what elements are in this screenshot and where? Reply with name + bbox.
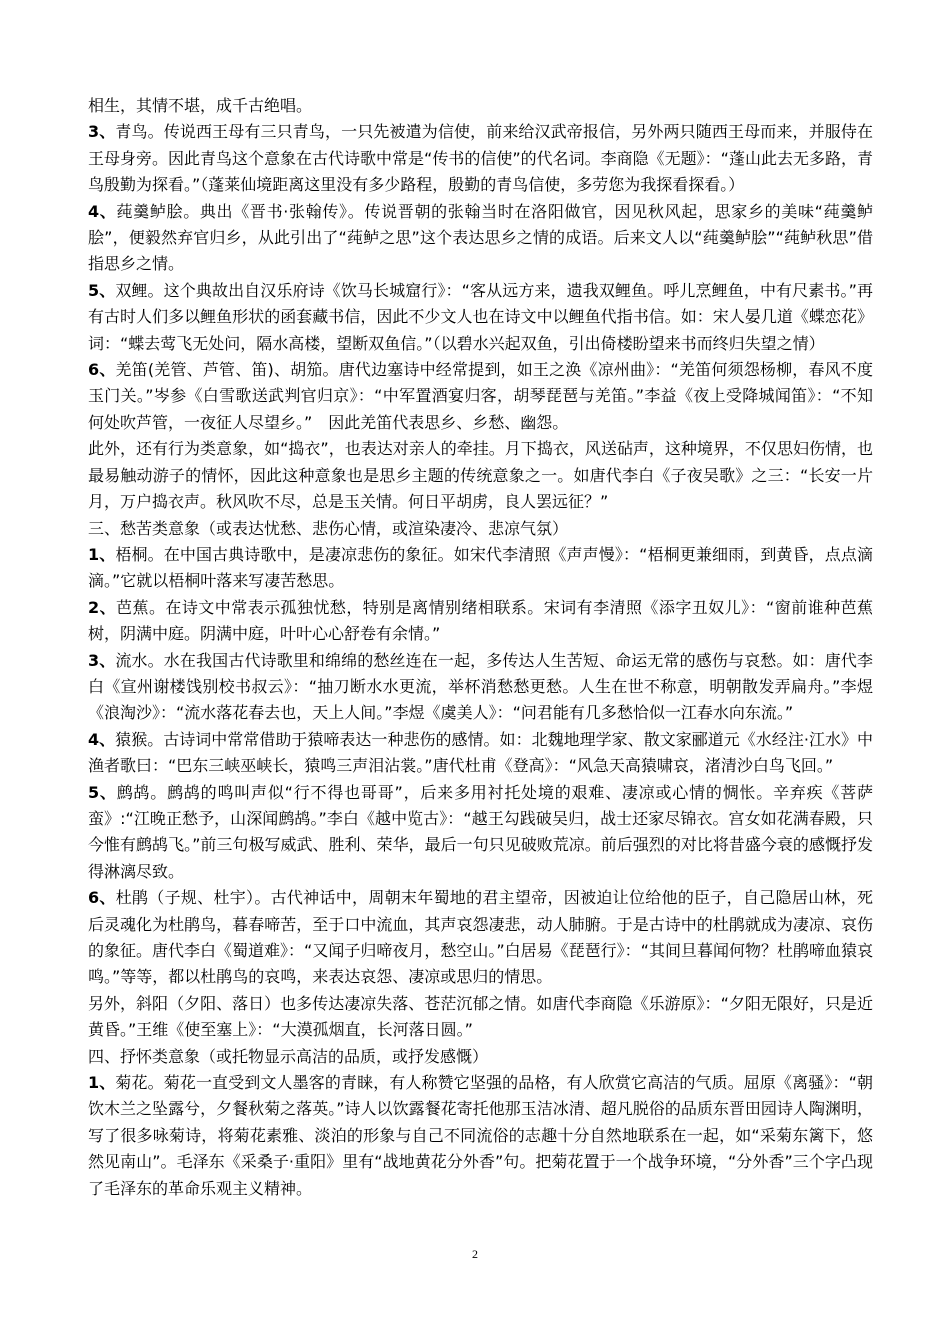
item-number: 3、 <box>88 650 116 670</box>
paragraph-text: 四、抒怀类意象（或托物显示高洁的品质，或抒发感慨） <box>88 1046 489 1066</box>
paragraph <box>88 278 873 357</box>
item-number: 2、 <box>88 597 117 617</box>
item-number: 1、 <box>88 544 116 564</box>
paragraph <box>88 727 873 780</box>
paragraph <box>88 119 873 198</box>
paragraph <box>88 780 873 886</box>
paragraph <box>88 595 873 648</box>
paragraph-text: 此外，还有行为类意象，如“捣衣”，也表达对亲人的牵挂。月下捣衣，风送砧声，这种境界，不仅思妇伤情，也最易触动游子的情怀，因此这种意象也是思乡主题的传统意象之一。如唐代李白《子夜吴歌》之三：“长安一片月，万户捣衣声。秋风吹不尽，总是玉关情。何日平胡虏，良人罢远征？” <box>88 439 873 512</box>
paragraph <box>88 542 873 595</box>
item-number: 4、 <box>88 729 116 749</box>
paragraph-text: 杜鹃（子规、杜宇）。古代神话中，周朝末年蜀地的君主望帝，因被迫让位给他的臣子，自己隐居山林，死后灵魂化为杜鹃鸟，暮春啼苦，至于口中流血，其声哀怨凄悲，动人肺腑。于是古诗中的杜鹃就成为凄凉、哀伤的象征。唐代李白《蜀道难》：“又闻子归啼夜月，愁空山。”白居易《琵琶行》：“其间旦暮闻何物？杜鹃啼血猿哀鸣。”等等，都以杜鹃鸟的哀鸣，来表达哀怨、凄凉或思归的情思。 <box>88 888 873 987</box>
item-number: 6、 <box>88 888 116 908</box>
paragraph-text: 芭蕉。在诗文中常表示孤独忧愁，特别是离情别绪相联系。宋词有李清照《添字丑奴儿》：“窗前谁种芭蕉树，阴满中庭。阴满中庭，叶叶心心舒卷有余情。” <box>88 597 874 644</box>
paragraph <box>88 436 873 515</box>
paragraph-text: 鹧鸪。鹧鸪的鸣叫声似“行不得也哥哥”，后来多用衬托处境的艰难、凄凉或心情的惆怅。辛弃疾《菩萨蛮》:“江晚正愁予，山深闻鹧鸪。”李白《越中览古》：“越王勾践破吴归，战士还家尽锦衣。宫女如花满春殿，只今惟有鹧鸪飞。”前三句极写威武、胜利、荣华，最后一句只见破败荒凉。前后强烈的对比将昔盛今衰的感慨抒发得淋漓尽致。 <box>88 782 873 881</box>
paragraph-text: 猿猴。古诗词中常常借助于猿啼表达一种悲伤的感情。如：北魏地理学家、散文家郦道元《水经注·江水》中渔者歌曰：“巴东三峡巫峡长，猿鸣三声泪沾裳。”唐代杜甫《登高》：“风急天高猿啸哀，渚清沙白鸟飞回。” <box>88 729 873 776</box>
item-number: 5、 <box>88 280 116 300</box>
page-number: 2 <box>472 1247 478 1261</box>
item-number: 4、 <box>88 201 117 221</box>
paragraph <box>88 357 873 436</box>
paragraph-text: 相生，其情不堪，成千古绝唱。 <box>88 96 313 115</box>
item-number: 3、 <box>88 122 116 142</box>
paragraph <box>88 991 873 1044</box>
paragraph <box>88 93 873 119</box>
paragraph-text: 另外，斜阳（夕阳、落日）也多传达凄凉失落、苍茫沉郁之情。如唐代李商隐《乐游原》：“夕阳无限好，只是近黄昏。”王维《使至塞上》：“大漠孤烟直，长河落日圆。” <box>88 993 873 1040</box>
paragraph <box>88 1070 873 1202</box>
item-number: 1、 <box>88 1073 116 1093</box>
item-number: 6、 <box>88 360 116 380</box>
paragraph-text: 三、愁苦类意象（或表达忧愁、悲伤心情，或渲染凄冷、悲凉气氛） <box>88 518 569 538</box>
paragraph-text: 羌笛(羌管、芦管、笛)、胡笳。唐代边塞诗中经常提到，如王之涣《凉州曲》：“羌笛何须怨杨柳，春风不度玉门关。”岑参《白雪歌送武判官归京》：“中军置酒宴归客，胡琴琵琶与羌笛。”李益《夜上受降城闻笛》：“不知何处吹芦管，一夜征人尽望乡。” 因此羌笛代表思乡、乡愁、幽怨。 <box>88 360 873 432</box>
paragraph-text: 青鸟。传说西王母有三只青鸟，一只先被遣为信使，前来给汉武帝报信，另外两只随西王母而来，并服侍在王母身旁。因此青鸟这个意象在古代诗歌中常是“传书的信使”的代名词。李商隐《无题》：“蓬山此去无多路，青鸟殷勤为探看。”（蓬莱仙境距离这里没有多少路程，殷勤的青鸟信使，多劳您为我探看探看。） <box>88 122 873 195</box>
paragraph <box>88 1044 873 1070</box>
paragraph <box>88 199 873 278</box>
paragraph-text: 梧桐。在中国古典诗歌中，是凄凉悲伤的象征。如宋代李清照《声声慢》：“梧桐更兼细雨，到黄昏，点点滴滴。”它就以梧桐叶落来写凄苦愁思。 <box>88 544 874 591</box>
paragraph-text: 莼羹鲈脍。典出《晋书·张翰传》。传说晋朝的张翰当时在洛阳做官，因见秋风起，思家乡的美味“莼羹鲈脍”，便毅然弃官归乡，从此引出了“莼鲈之思”这个表达思乡之情的成语。后来文人以“莼羹鲈脍”“莼鲈秋思”借指思乡之情。 <box>88 201 873 274</box>
document-body <box>88 93 873 1202</box>
paragraph <box>88 648 873 727</box>
paragraph <box>88 516 873 542</box>
item-number: 5、 <box>88 782 117 802</box>
paragraph-text: 流水。水在我国古代诗歌里和绵绵的愁丝连在一起，多传达人生苦短、命运无常的感伤与哀愁。如：唐代李白《宣州谢楼饯别校书叔云》：“抽刀断水水更流，举杯消愁愁更愁。人生在世不称意，明朝散发弄扁舟。”李煜《浪淘沙》：“流水落花春去也，天上人间。”李煜《虞美人》：“问君能有几多愁恰似一江春水向东流。” <box>88 650 873 723</box>
paragraph-text: 双鲤。这个典故出自汉乐府诗《饮马长城窟行》：“客从远方来，遗我双鲤鱼。呼儿烹鲤鱼，中有尺素书。”再有古时人们多以鲤鱼形状的函套藏书信，因此不少文人也在诗文中以鲤鱼代指书信。如：宋人晏几道《蝶恋花》词：“蝶去莺飞无处问，隔水高楼，望断双鱼信。”（以碧水兴起双鱼，引出倚楼盼望来书而终归失望之情） <box>88 280 873 353</box>
paragraph-text: 菊花。菊花一直受到文人墨客的青睐，有人称赞它坚强的品格，有人欣赏它高洁的气质。屈原《离骚》：“朝饮木兰之坠露兮，夕餐秋菊之落英。”诗人以饮露餐花寄托他那玉洁冰清、超凡脱俗的品质东晋田园诗人陶渊明，写了很多咏菊诗，将菊花素雅、淡泊的形象与自己不同流俗的志趣十分自然地联系在一起，如“采菊东篱下，悠然见南山”。毛泽东《采桑子·重阳》里有“战地黄花分外香”句。把菊花置于一个战争环境，“分外香”三个字凸现了毛泽东的革命乐观主义精神。 <box>88 1073 874 1198</box>
paragraph <box>88 885 873 991</box>
